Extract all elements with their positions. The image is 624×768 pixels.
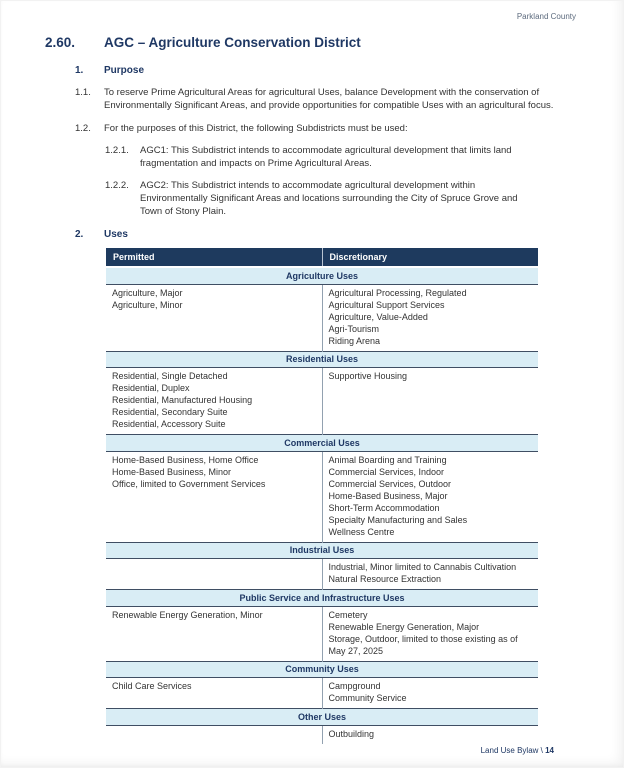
uses-row-industrial-uses	[106, 559, 538, 590]
section-number: 1.	[75, 65, 84, 76]
discretionary-cell	[322, 606, 538, 661]
column-header-permitted: Permitted	[106, 248, 322, 267]
use-item: Agricultural Processing, Regulated	[328, 287, 467, 298]
section-number: 2.	[75, 229, 84, 240]
district-title	[45, 35, 624, 50]
use-item: Storage, Outdoor, limited to those existing as of May 27, 2025	[328, 633, 518, 656]
use-item: Home-Based Business, Minor	[112, 466, 232, 477]
use-item: Renewable Energy Generation, Major	[328, 621, 480, 632]
uses-row-agriculture-uses	[106, 284, 538, 351]
category-row-residential-uses	[106, 351, 538, 368]
use-item: Agriculture, Value-Added	[328, 311, 428, 322]
uses-row-community-uses	[106, 678, 538, 709]
use-item: Riding Arena	[328, 335, 381, 346]
discretionary-cell	[322, 451, 538, 542]
category-row-other-uses	[106, 709, 538, 726]
permitted-cell	[106, 725, 322, 744]
use-item: Home-Based Business, Home Office	[112, 454, 259, 465]
clause-1-2	[75, 122, 624, 135]
uses-row-residential-uses	[106, 368, 538, 435]
subclause-1-2-1	[105, 144, 624, 170]
category-label: Community Uses	[106, 661, 538, 678]
category-label: Industrial Uses	[106, 542, 538, 559]
use-item: Wellness Centre	[328, 526, 395, 537]
page-footer	[481, 746, 554, 755]
subclause-number: 1.2.2.	[105, 180, 129, 191]
uses-row-other-uses	[106, 725, 538, 744]
use-item: Agri-Tourism	[328, 323, 380, 334]
category-label: Agriculture Uses	[106, 267, 538, 284]
category-label: Other Uses	[106, 709, 538, 726]
category-label: Residential Uses	[106, 351, 538, 368]
use-item: Outbuilding	[328, 728, 375, 739]
uses-row-public-service-and-infrastructure-uses	[106, 606, 538, 661]
use-item: Commercial Services, Indoor	[328, 466, 445, 477]
use-item: Community Service	[328, 693, 407, 703]
clause-number: 1.2.	[75, 123, 91, 134]
use-item: Residential, Duplex	[112, 383, 190, 393]
use-item: Renewable Energy Generation, Minor	[112, 609, 263, 620]
subclause-number: 1.2.1.	[105, 145, 129, 156]
use-item: Campground	[328, 681, 381, 691]
uses-table	[106, 248, 538, 744]
use-item: Animal Boarding and Training	[328, 454, 447, 465]
section-heading-purpose	[75, 65, 624, 76]
use-item: Commercial Services, Outdoor	[328, 478, 452, 489]
use-item: Supportive Housing	[328, 371, 408, 381]
use-item: Child Care Services	[112, 681, 192, 691]
category-row-agriculture-uses	[106, 267, 538, 284]
use-item: Agriculture, Major	[112, 287, 183, 298]
permitted-cell	[106, 606, 322, 661]
use-item: Home-Based Business, Major	[328, 490, 448, 501]
uses-table-body	[106, 267, 538, 744]
use-item: Industrial, Minor limited to Cannabis Cultivation	[328, 562, 517, 572]
page-header-county: Parkland County	[516, 12, 576, 21]
category-row-commercial-uses	[106, 435, 538, 452]
district-title-text: AGC – Agriculture Conservation District	[104, 35, 361, 50]
permitted-cell	[106, 451, 322, 542]
section-label: Uses	[104, 229, 128, 240]
use-item: Residential, Accessory Suite	[112, 419, 226, 429]
subclause-text: AGC1: This Subdistrict intends to accommodate agricultural development that limits land fragmentation and impacts on Prime Agricultural Areas.	[140, 145, 512, 169]
permitted-cell	[106, 368, 322, 435]
footer-label: Land Use Bylaw \	[480, 746, 546, 755]
clause-text: To reserve Prime Agricultural Areas for agricultural Uses, balance Development with the conservation of Environmentally Significant Areas, and provide opportunities for compatible Uses with an agricultural focus.	[104, 87, 554, 111]
page-number: 14	[545, 746, 554, 755]
district-title-number: 2.60.	[45, 35, 76, 50]
use-item: Residential, Secondary Suite	[112, 407, 228, 417]
discretionary-cell	[322, 559, 538, 590]
permitted-cell	[106, 559, 322, 590]
discretionary-cell	[322, 284, 538, 351]
clause-number: 1.1.	[75, 87, 91, 98]
subclause-text: AGC2: This Subdistrict intends to accommodate agricultural development within Environmentally Significant Areas and locations surrounding the City of Spruce Grove and Town of Stony Plain.	[140, 180, 518, 217]
discretionary-cell	[322, 368, 538, 435]
use-item: Agriculture, Minor	[112, 299, 183, 310]
category-row-public-service-and-infrastructure-uses	[106, 590, 538, 607]
use-item: Residential, Manufactured Housing	[112, 395, 253, 405]
discretionary-cell	[322, 678, 538, 709]
column-header-discretionary: Discretionary	[322, 248, 538, 267]
uses-row-commercial-uses	[106, 451, 538, 542]
category-row-industrial-uses	[106, 542, 538, 559]
permitted-cell	[106, 284, 322, 351]
use-item: Office, limited to Government Services	[112, 478, 266, 489]
discretionary-cell	[322, 725, 538, 744]
clause-text: For the purposes of this District, the following Subdistricts must be used:	[104, 123, 408, 134]
category-label: Commercial Uses	[106, 435, 538, 452]
subclause-1-2-2	[105, 179, 624, 218]
use-item: Agricultural Support Services	[328, 299, 445, 310]
use-item: Specialty Manufacturing and Sales	[328, 514, 468, 525]
uses-table-header-row	[106, 248, 538, 267]
use-item: Residential, Single Detached	[112, 371, 228, 381]
section-label: Purpose	[104, 65, 145, 76]
use-item: Short-Term Accommodation	[328, 502, 440, 513]
use-item: Cemetery	[328, 609, 368, 620]
category-row-community-uses	[106, 661, 538, 678]
use-item: Natural Resource Extraction	[328, 574, 442, 584]
permitted-cell	[106, 678, 322, 709]
clause-1-1	[75, 86, 624, 112]
section-heading-uses	[75, 229, 624, 240]
category-label: Public Service and Infrastructure Uses	[106, 590, 538, 607]
